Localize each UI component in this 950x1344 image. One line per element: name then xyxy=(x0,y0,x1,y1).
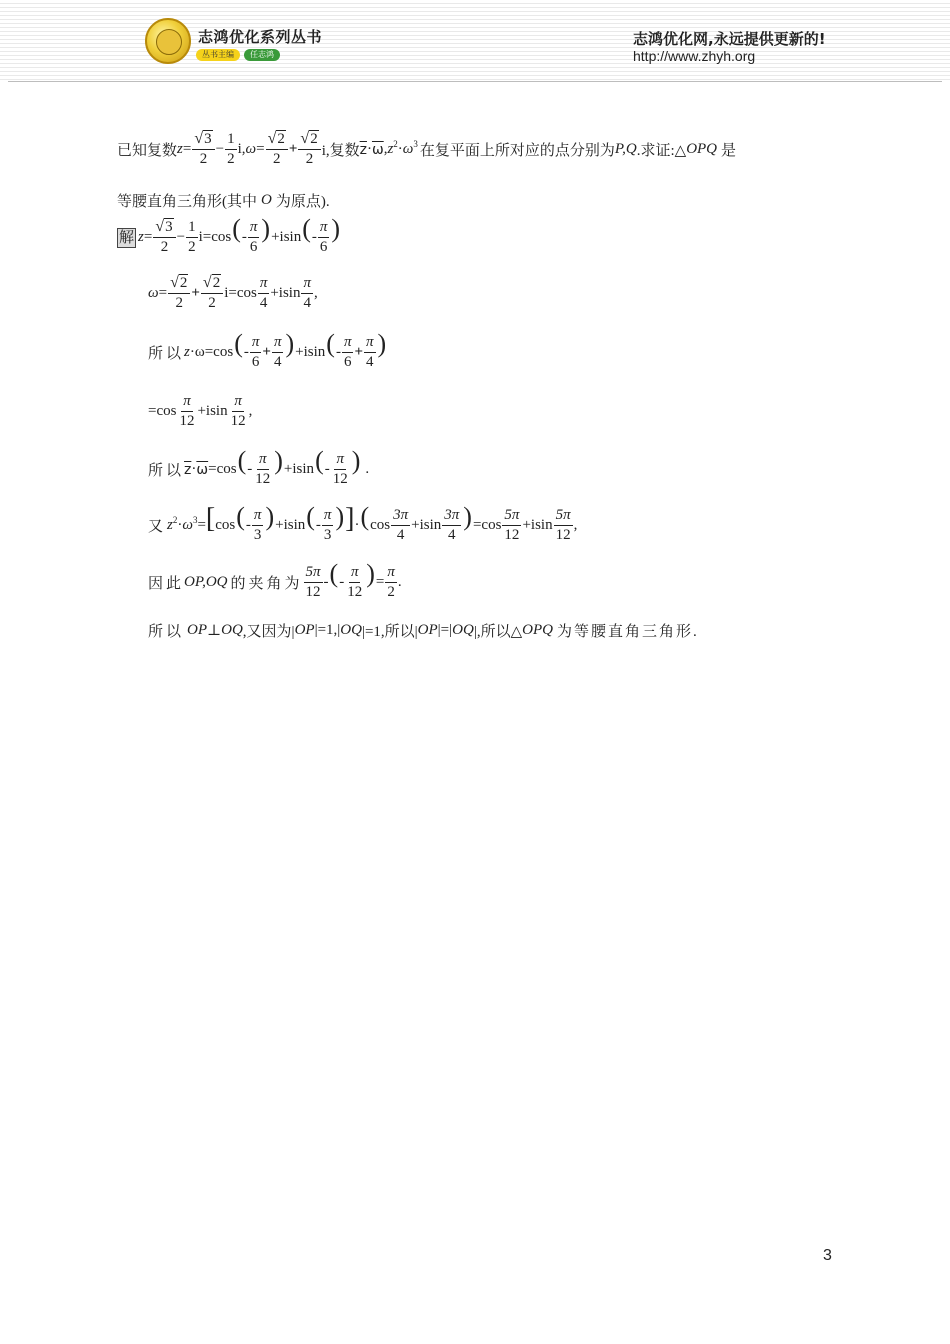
problem-text: 等腰直角三角形(其中 xyxy=(117,194,257,210)
page-number: 3 xyxy=(823,1247,832,1264)
fraction: $\frac{\pi}{3}$ xyxy=(323,507,332,543)
paren: ) xyxy=(261,213,271,243)
minus: - xyxy=(247,461,253,477)
minus: - xyxy=(339,574,345,590)
plus: + xyxy=(288,141,298,157)
dot: · xyxy=(366,141,372,157)
text: cos xyxy=(370,517,391,533)
minus: - xyxy=(311,229,317,245)
solution-line-4 xyxy=(148,392,252,431)
problem-line-1 xyxy=(117,130,736,169)
var-omega: ω xyxy=(148,285,159,301)
var-zbar: $\overline{z}$ xyxy=(184,461,192,478)
solution-line-8 xyxy=(148,620,699,641)
text: 所以 xyxy=(148,463,185,479)
fraction: $\frac{5\pi}{12}$ xyxy=(504,507,520,543)
solution-line-1 xyxy=(117,213,341,257)
problem-text: 在复平面上所对应的点分别为 xyxy=(419,143,615,159)
text: +isin xyxy=(271,229,302,245)
equals: = xyxy=(143,229,153,245)
point-o: O xyxy=(261,192,272,208)
text: i=cos xyxy=(224,285,257,301)
dot: · xyxy=(397,141,403,157)
var-z: z xyxy=(387,141,394,157)
fraction: $\frac{1}{2}$ xyxy=(188,219,196,255)
minus: - xyxy=(315,517,321,533)
superscript: 2 xyxy=(393,138,398,149)
comma: , xyxy=(573,517,578,533)
fraction: $\frac{\pi}{12}$ xyxy=(332,451,348,487)
equals: = xyxy=(375,574,385,590)
points-pq: P,Q xyxy=(614,141,637,157)
paren: ( xyxy=(360,501,370,531)
paren: ) xyxy=(331,213,341,243)
text: ,又因为| xyxy=(242,624,295,640)
minus: - xyxy=(243,344,249,360)
text: ·ω=cos xyxy=(189,344,234,360)
paren: ) xyxy=(377,328,387,358)
solution-line-3 xyxy=(148,328,387,372)
text: +isin xyxy=(295,344,326,360)
var-z: z xyxy=(167,517,173,533)
problem-text: 是 xyxy=(721,143,737,159)
fraction: $\frac{\pi}{12}$ xyxy=(255,451,271,487)
var-z: z xyxy=(184,344,190,360)
paren: ( xyxy=(302,213,311,243)
vector-oq: OQ xyxy=(452,622,474,638)
fraction: √ 3 2 xyxy=(153,218,175,257)
var-omega: ω xyxy=(245,141,257,157)
triangle-opq: OPQ xyxy=(522,622,553,638)
problem-text: 为原点). xyxy=(275,194,330,210)
fraction: √ 2 2 xyxy=(266,130,288,169)
text: |=1,| xyxy=(314,622,341,638)
dot: · xyxy=(191,461,197,477)
var-zbar: $\overline{z}$ xyxy=(359,141,367,158)
vector-oq: OQ xyxy=(221,622,243,638)
equals: = xyxy=(197,517,206,533)
period: . xyxy=(397,574,402,590)
problem-text: 已知复数 xyxy=(117,143,178,159)
text: +isin xyxy=(270,285,301,301)
text: cos xyxy=(215,517,236,533)
solution-line-7 xyxy=(148,558,402,602)
text: +isin xyxy=(283,461,315,477)
minus: - xyxy=(335,344,341,360)
editor-label-badge: 丛书主编 xyxy=(196,49,240,61)
fraction: √ 2 2 xyxy=(201,274,223,313)
comma: , xyxy=(248,403,253,419)
fraction: $\frac{\pi}{4}$ xyxy=(259,275,268,311)
text: =cos xyxy=(148,403,177,419)
problem-text: .求证:△ xyxy=(636,143,687,159)
paren: ( xyxy=(236,501,245,531)
text: |=1,所以| xyxy=(361,624,418,640)
text: +isin xyxy=(411,517,442,533)
paren: ( xyxy=(234,328,243,358)
comma: , xyxy=(383,141,388,157)
fraction: $\frac{\pi}{12}$ xyxy=(347,564,363,600)
fraction: $\frac{\pi}{6}$ xyxy=(251,334,260,370)
text: i, xyxy=(237,141,246,157)
plus: + xyxy=(191,285,200,301)
fraction: $\frac{\pi}{6}$ xyxy=(319,219,328,255)
superscript: 3 xyxy=(192,514,198,525)
fraction: $\frac{\pi}{2}$ xyxy=(387,564,395,600)
vector-op: OP xyxy=(187,622,208,638)
text: 的夹角为 xyxy=(230,576,303,592)
minus: − xyxy=(176,229,186,245)
editor-name-badge: 任志鸿 xyxy=(244,49,280,61)
superscript: 3 xyxy=(413,138,418,149)
equals: = xyxy=(256,141,265,157)
fraction: $\frac{5\pi}{12}$ xyxy=(555,507,571,543)
vector-op: OP xyxy=(294,622,315,638)
paren: ) xyxy=(285,328,295,358)
solution-line-2 xyxy=(148,274,318,313)
var-z: z xyxy=(138,229,144,245)
paren: ) xyxy=(366,558,375,588)
minus: - xyxy=(324,461,330,477)
fraction: $\frac{\pi}{4}$ xyxy=(303,275,311,311)
period: . xyxy=(365,461,370,477)
fraction: $\frac{\pi}{6}$ xyxy=(343,334,352,370)
vector-oq: OQ xyxy=(340,622,362,638)
text: =cos xyxy=(472,517,502,533)
fraction: $\frac{\pi}{12}$ xyxy=(230,393,246,429)
solution-line-5 xyxy=(148,445,370,489)
solution-marker-icon: 解 xyxy=(119,229,135,246)
text: +isin xyxy=(197,403,228,419)
minus: - xyxy=(241,229,247,245)
minus: - xyxy=(323,574,329,590)
fraction: $\frac{3\pi}{4}$ xyxy=(393,507,409,543)
paren: ( xyxy=(329,558,339,588)
var-omegabar: $\overline{\omega}$ xyxy=(196,461,209,478)
paren: ) xyxy=(274,445,283,475)
fraction: √ 2 2 xyxy=(298,130,320,169)
paren: ) xyxy=(265,501,275,531)
fraction: $\frac{\pi}{4}$ xyxy=(366,334,374,370)
bracket: [ xyxy=(205,502,216,534)
fraction: √ 3 2 xyxy=(192,130,214,169)
fraction: $\frac{1}{2}$ xyxy=(227,131,235,167)
text: i=cos xyxy=(198,229,232,245)
fraction: $\frac{\pi}{12}$ xyxy=(179,393,195,429)
fraction: $\frac{\pi}{4}$ xyxy=(273,334,282,370)
text: 所以 xyxy=(148,624,185,640)
dot: · xyxy=(354,517,360,533)
paren: ( xyxy=(306,501,315,531)
series-title: 志鸿优化系列丛书 xyxy=(198,28,323,46)
header-slogan: 志鸿优化网,永远提供更新的! xyxy=(633,30,826,48)
equals: = xyxy=(182,141,192,157)
paren: ( xyxy=(237,445,247,475)
text: 所以 xyxy=(148,346,185,362)
paren: ) xyxy=(463,501,472,531)
text: =cos xyxy=(208,461,237,477)
solution-line-6 xyxy=(148,501,578,545)
plus: + xyxy=(354,344,364,360)
paren: ( xyxy=(232,213,241,243)
paren: ) xyxy=(335,501,345,531)
bracket: ] xyxy=(345,502,355,534)
plus: + xyxy=(262,344,271,360)
paren: ( xyxy=(326,328,335,358)
vectors-op-oq: OP,OQ xyxy=(184,574,228,590)
text: 为等腰直角三角形. xyxy=(556,624,699,640)
paren: ( xyxy=(315,445,324,475)
problem-line-2 xyxy=(117,190,330,211)
var-omega: ω xyxy=(182,517,193,533)
minus: − xyxy=(215,141,225,157)
fraction: √ 2 2 xyxy=(168,274,190,313)
text: |=| xyxy=(437,622,453,638)
superscript: 2 xyxy=(172,514,178,525)
equals: = xyxy=(158,285,168,301)
fraction: $\frac{\pi}{6}$ xyxy=(249,219,258,255)
fraction: $\frac{3\pi}{4}$ xyxy=(444,507,460,543)
text: +isin xyxy=(275,517,306,533)
paren: ) xyxy=(351,445,361,475)
triangle-opq: OPQ xyxy=(686,141,718,157)
vector-op: OP xyxy=(417,622,438,638)
minus: - xyxy=(245,517,251,533)
text: 因此 xyxy=(148,576,185,592)
var-z: z xyxy=(177,141,183,157)
fraction: $\frac{5\pi}{12}$ xyxy=(305,564,321,600)
text: |,所以△ xyxy=(473,624,523,640)
var-omegabar: $\overline{\omega}$ xyxy=(371,141,384,158)
text: i,复数 xyxy=(321,143,360,159)
dot: · xyxy=(177,517,183,533)
comma: , xyxy=(313,285,318,301)
text: +isin xyxy=(522,517,553,533)
text: 又 xyxy=(148,519,164,535)
fraction: $\frac{\pi}{3}$ xyxy=(253,507,262,543)
perp-symbol: ⊥ xyxy=(207,623,222,639)
header-url-link[interactable]: http://www.zhyh.org xyxy=(633,48,756,64)
var-omega: ω xyxy=(402,141,414,157)
